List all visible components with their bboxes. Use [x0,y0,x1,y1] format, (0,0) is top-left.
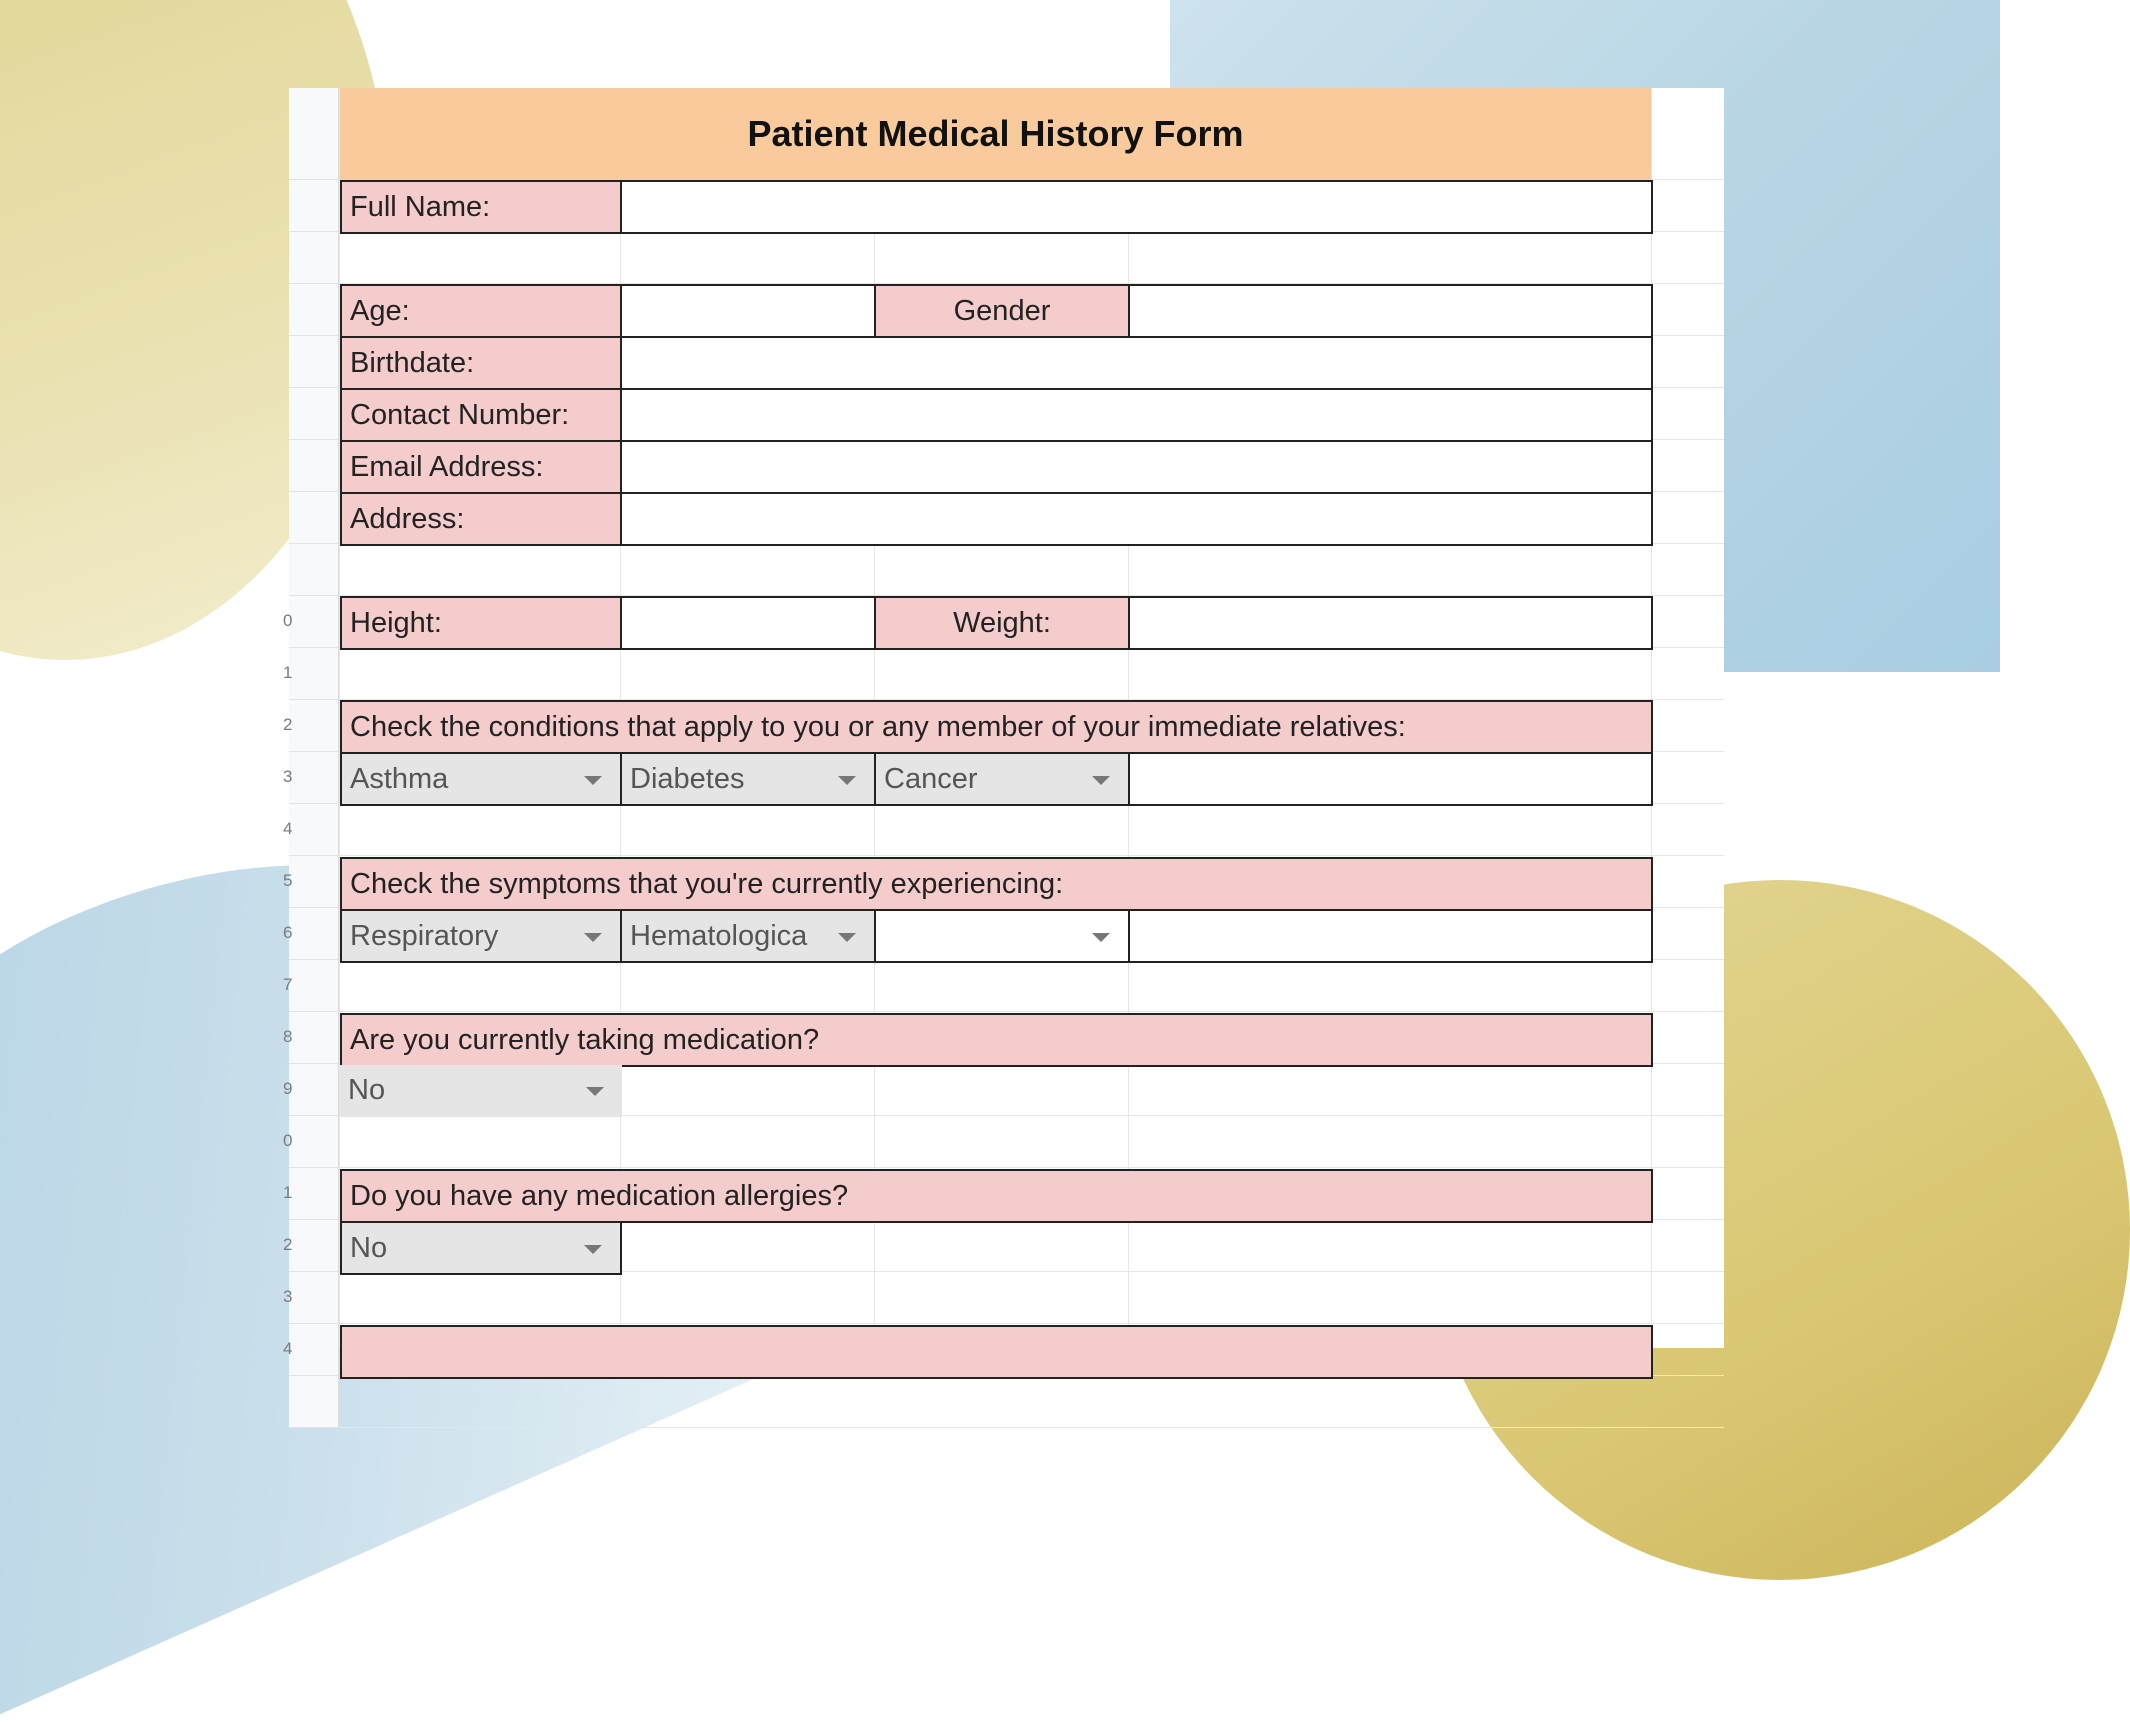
dropdown-arrow-icon [586,1087,604,1096]
birthdate-input[interactable] [620,336,1653,390]
row-header[interactable] [283,1220,339,1272]
row-number: 1 [283,663,293,682]
grid-row [339,1116,1724,1168]
dropdown-arrow-icon [838,933,856,942]
dropdown-arrow-icon [584,933,602,942]
row-header[interactable] [283,1168,339,1220]
dropdown-arrow-icon [1092,776,1110,785]
grid-row [339,804,1724,856]
condition-dropdown-value: Asthma [350,763,449,795]
grid-row [339,232,1724,284]
height-input[interactable] [620,596,876,650]
symptom-extra-input[interactable] [1128,909,1653,963]
row-header[interactable] [289,1376,339,1428]
symptom-dropdown-hematological[interactable] [620,909,876,963]
full-name-label: Full Name: [340,180,622,234]
row-header[interactable] [289,336,339,388]
contact-number-label: Contact Number: [340,388,622,442]
row-header[interactable] [283,804,339,856]
condition-extra-input[interactable] [1128,752,1653,806]
address-input[interactable] [620,492,1653,546]
dropdown-arrow-icon [584,1245,602,1254]
dropdown-arrow-icon [838,776,856,785]
row-number: 8 [283,1027,293,1046]
row-number: 4 [283,819,293,838]
symptom-dropdown-value: Respiratory [350,920,499,952]
condition-dropdown-diabetes[interactable] [620,752,876,806]
row-header[interactable] [289,388,339,440]
row-header[interactable] [283,960,339,1012]
grid-row [339,544,1724,596]
row-number: 0 [283,1131,293,1150]
contact-number-input[interactable] [620,388,1653,442]
grid-row [339,960,1724,1012]
row-number: 1 [283,1183,293,1202]
row-number: 2 [283,1235,293,1254]
row-number: 3 [283,767,293,786]
row-header[interactable] [289,88,339,180]
condition-dropdown-cancer[interactable] [874,752,1130,806]
row-number: 4 [283,1339,293,1358]
height-label: Height: [340,596,622,650]
next-section-prompt [340,1325,1653,1379]
gender-input[interactable] [1128,284,1653,338]
address-label: Address: [340,492,622,546]
birthdate-label: Birthdate: [340,336,622,390]
row-header[interactable] [289,180,339,232]
row-number: 6 [283,923,293,942]
age-label: Age: [340,284,622,338]
weight-label: Weight: [874,596,1130,650]
row-header[interactable] [283,908,339,960]
medication-prompt: Are you currently taking medication? [340,1013,1653,1067]
condition-dropdown-value: Cancer [884,763,978,795]
form-title: Patient Medical History Form [340,88,1651,180]
row-number: 7 [283,975,293,994]
row-header[interactable] [289,544,339,596]
grid-row [339,648,1724,700]
row-header[interactable] [283,1012,339,1064]
condition-dropdown-asthma[interactable] [340,752,622,806]
row-number: 9 [283,1079,293,1098]
email-input[interactable] [620,440,1653,494]
row-header[interactable] [289,492,339,544]
row-header[interactable] [289,232,339,284]
dropdown-arrow-icon [584,776,602,785]
symptoms-prompt: Check the symptoms that you're currently experiencing: [340,857,1653,911]
gender-label: Gender [874,284,1130,338]
row-number: 3 [283,1287,293,1306]
medication-dropdown-value: No [348,1074,386,1106]
email-label: Email Address: [340,440,622,494]
spreadsheet [283,88,1724,1358]
weight-input[interactable] [1128,596,1653,650]
symptom-dropdown-value: Hematologica [630,920,808,952]
row-header[interactable] [283,856,339,908]
age-input[interactable] [620,284,876,338]
medication-dropdown[interactable] [340,1065,622,1117]
full-name-input[interactable] [620,180,1653,234]
row-header[interactable] [283,700,339,752]
row-header[interactable] [283,1272,339,1324]
condition-dropdown-value: Diabetes [630,763,745,795]
allergies-dropdown-value: No [350,1232,388,1264]
dropdown-arrow-icon [1092,933,1110,942]
conditions-prompt: Check the conditions that apply to you or any member of your immediate relatives: [340,700,1653,754]
row-header[interactable] [289,284,339,336]
row-header[interactable] [283,648,339,700]
symptom-dropdown-respiratory[interactable] [340,909,622,963]
row-header[interactable] [283,596,339,648]
grid-row [339,1376,1724,1428]
allergies-dropdown[interactable] [340,1221,622,1275]
grid-row [339,1272,1724,1324]
allergies-prompt: Do you have any medication allergies? [340,1169,1653,1223]
row-number: 5 [283,871,293,890]
row-header[interactable] [289,440,339,492]
row-number: 0 [283,611,293,630]
row-header[interactable] [283,1324,339,1376]
row-header[interactable] [283,752,339,804]
row-number: 2 [283,715,293,734]
symptom-dropdown-empty[interactable] [874,909,1130,963]
row-header[interactable] [283,1064,339,1116]
row-header[interactable] [283,1116,339,1168]
